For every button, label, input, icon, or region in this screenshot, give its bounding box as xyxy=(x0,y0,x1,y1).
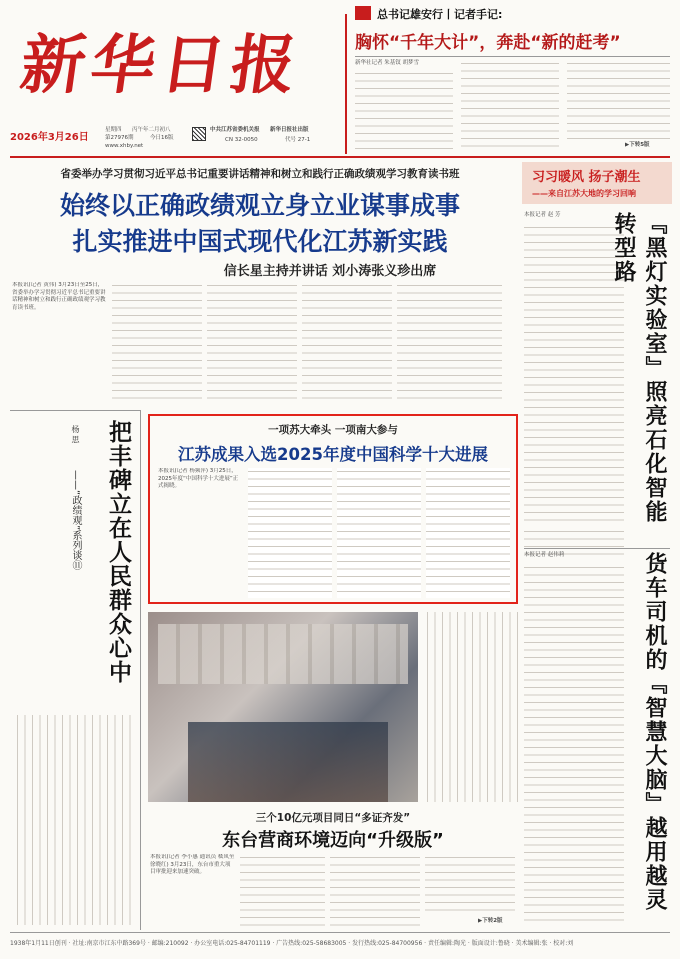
banner-title: 习习暖风 扬子潮生 xyxy=(532,170,641,185)
divider xyxy=(355,56,670,57)
publisher: 中共江苏省委机关报 xyxy=(210,127,260,133)
column-text xyxy=(14,715,134,925)
column-text xyxy=(240,854,325,926)
top-story-headline: 胸怀“千年大计”，奔赴“新的赶考” xyxy=(355,33,621,53)
section-marker xyxy=(355,6,371,20)
column-text xyxy=(567,60,670,140)
issue-number: 第27976期 xyxy=(105,135,134,141)
opinion-author: 杨 思 xyxy=(71,425,80,444)
postal-code: 代号 27-1 xyxy=(285,137,311,143)
publisher-2: 新华日报社出版 xyxy=(270,127,309,133)
ecommerce-kicker: 三个10亿元项目同日“多证齐发” xyxy=(255,812,411,824)
weekday: 星期四 xyxy=(105,127,122,133)
lead-headline-1: 始终以正确政绩观立身立业谋事成事 xyxy=(59,191,460,220)
column-text xyxy=(397,282,502,404)
sidebar-banner xyxy=(522,162,672,204)
lead-subline: 信长星主持并讲话 刘小涛张义珍出席 xyxy=(223,264,437,279)
column-text xyxy=(425,854,515,916)
issue-date: 2026年3月26日 xyxy=(10,132,89,143)
sidebar-byline-1: 本报记者 赵 芳 xyxy=(524,212,561,218)
column-text xyxy=(330,854,420,926)
sidebar-headline-1: 『黑灯实验室』照亮石化智能转型路 xyxy=(611,212,667,524)
banner-subtitle: ——来自江苏大地的学习回响 xyxy=(532,189,636,198)
website-link[interactable]: www.xhby.net xyxy=(105,143,144,149)
science-headline: 江苏成果入选2025年度中国科学十大进展 xyxy=(178,445,488,464)
continue-link[interactable]: ▶下转5版 xyxy=(625,142,650,148)
science-kicker: 一项苏大牵头 一项南大参与 xyxy=(268,424,398,436)
divider xyxy=(140,410,141,930)
newspaper-logo: 新华日报 xyxy=(15,28,307,103)
science-story-box xyxy=(148,414,518,604)
cn-code: CN 32-0050 xyxy=(225,137,258,143)
lead-kicker: 省委举办学习贯彻习近平总书记重要讲话精神和树立和践行正确政绩观学习教育读书班 xyxy=(60,168,460,180)
top-story-byline: 新华社记者 朱基钗 胡梦雪 xyxy=(355,60,419,66)
ecommerce-headline: 东台营商环境迈向“升级版” xyxy=(222,830,444,851)
continue-link[interactable]: ▶下转2版 xyxy=(478,918,503,924)
column-text xyxy=(248,468,332,598)
opinion-title: 把丰碑立在人民群众心中 xyxy=(105,420,131,684)
column-text xyxy=(461,60,559,152)
sidebar-byline-2: 本报记者 赵伟莉 xyxy=(524,552,565,558)
top-story xyxy=(355,6,670,156)
column-text xyxy=(207,282,297,404)
lunar-date: 丙午年二月初八 xyxy=(132,127,171,133)
page-count: 今日16版 xyxy=(150,135,174,141)
column-text xyxy=(524,564,624,924)
footer-rule xyxy=(10,932,670,933)
photo-caption xyxy=(424,612,518,802)
dateline xyxy=(10,126,340,150)
top-story-kicker: 总书记雄安行丨记者手记: xyxy=(377,8,503,21)
sidebar-headline-2: 货车司机的『智慧大脑』越用越灵 xyxy=(642,552,667,912)
lead-headline-2: 扎实推进中国式现代化江苏新实践 xyxy=(72,227,448,256)
ecommerce-byline: 本报讯(记者 李小惠 通讯员 嵇凤至 徐晓红) 3月23日，东台市重大项目审批迎来加速突破。 xyxy=(150,854,235,876)
qr-code-icon xyxy=(192,127,206,141)
divider xyxy=(10,410,140,411)
column-text xyxy=(302,282,392,404)
divider xyxy=(524,548,670,549)
column-text xyxy=(337,468,421,598)
masthead-divider xyxy=(345,14,347,154)
masthead-rule xyxy=(10,156,670,158)
column-text xyxy=(355,70,453,152)
footer-imprint: 1938年1月11日创刊 · 社址:南京市江东中路369号 · 邮编:210092 · 办公室电话:025-84701119 · 广告热线:025-58683005 · 发行热线:025-84700956 · 责任编辑:陶光 · 版面设计:鲁晓 · 美术编辑:张 · 校对:刘 xyxy=(10,940,574,947)
opinion-series: ——“政绩观”系列谈⑪ xyxy=(70,470,81,571)
news-photo xyxy=(148,612,418,802)
photo-backdrop xyxy=(158,624,408,684)
column-text xyxy=(112,282,202,404)
lead-byline: 本报讯(记者 黄伟) 3月23日至25日，省委举办学习贯彻习近平总书记重要讲话精神和树立和践行正确政绩观学习教育读书班。 xyxy=(12,282,106,311)
photo-crowd xyxy=(188,722,388,802)
science-byline: 本报讯(记者 杨频萍) 3月25日，2025年度“中国科学十大进展”正式揭晓。 xyxy=(158,468,239,490)
column-text xyxy=(426,468,510,598)
